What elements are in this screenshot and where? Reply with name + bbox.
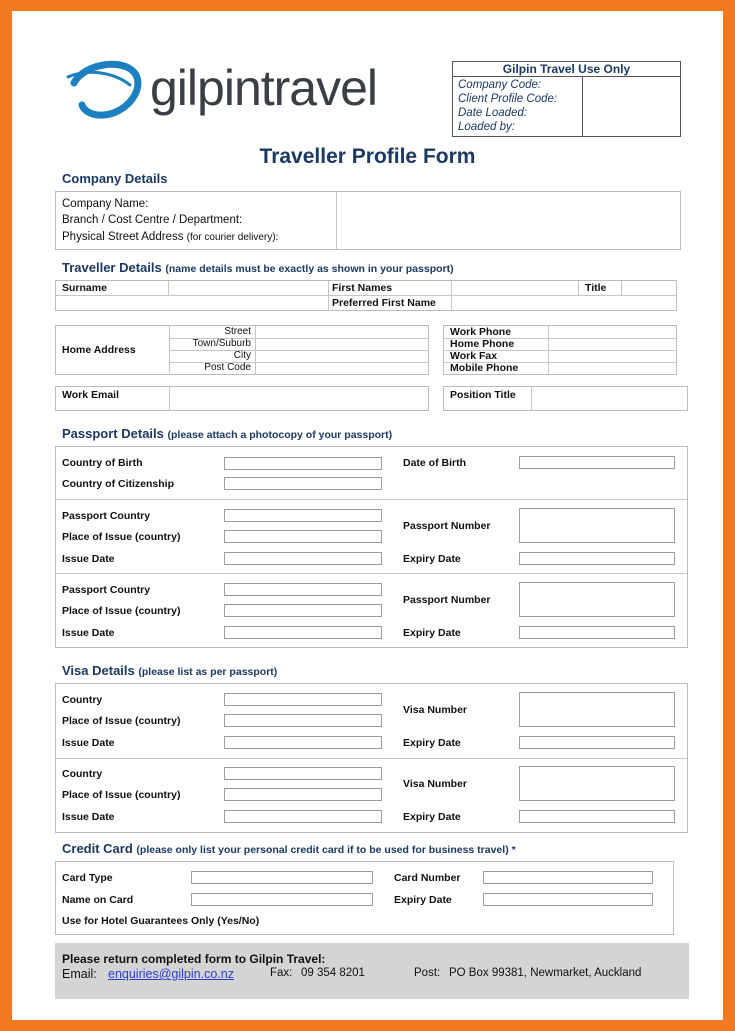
visa-expiry-input[interactable] [519,810,675,823]
visa-issue-input[interactable] [224,810,382,823]
expiry-date-input[interactable] [519,626,675,639]
suburb-label: Town/Suburb [192,338,251,349]
issue-date-input[interactable] [224,552,382,565]
form-page [12,11,723,1020]
office-use-box [452,61,681,137]
phone-box [443,325,677,375]
issue-date-input[interactable] [224,626,382,639]
passport-country-label: Passport Country [62,584,151,596]
visa-issue-label: Issue Date [62,737,115,749]
credit-heading: Credit Card (please only list your personal credit card if to be used for business travel) * [62,841,516,856]
credit-box [55,861,674,935]
visa-country-label: Country [62,694,103,706]
work-fax-label: Work Fax [450,350,498,362]
office-field: Company Code: [458,79,542,91]
card-expiry-label: Expiry Date [394,894,452,906]
card-expiry-input[interactable] [483,893,653,906]
visa-expiry-label: Expiry Date [403,811,461,823]
visa-number-label: Visa Number [403,704,467,716]
place-of-issue-input[interactable] [224,604,382,617]
work-phone-label: Work Phone [450,326,512,338]
visa-box [55,683,688,833]
city-label: City [233,350,251,361]
visa-country-label: Country [62,768,103,780]
home-address-label: Home Address [62,344,136,356]
expiry-date-label: Expiry Date [403,627,461,639]
email-link[interactable]: enquiries@gilpin.co.nz [108,967,234,981]
issue-date-label: Issue Date [62,627,115,639]
logo-text: gilpintravel [150,60,378,116]
passport-number-input[interactable] [519,582,675,617]
hotel-guarantee-label: Use for Hotel Guarantees Only (Yes/No) [62,915,260,927]
visa-place-label: Place of Issue (country) [62,789,181,801]
place-of-issue-label: Place of Issue (country) [62,531,181,543]
visa-number-input[interactable] [519,692,675,727]
surname-label: Surname [62,282,107,294]
place-of-issue-label: Place of Issue (country) [62,605,181,617]
passport-number-label: Passport Number [403,520,491,532]
form-title: Traveller Profile Form [259,145,476,168]
citizenship-input[interactable] [224,477,382,490]
post-label: Post: [414,967,441,979]
passport-number-label: Passport Number [403,594,491,606]
card-type-label: Card Type [62,872,113,884]
office-field: Date Loaded: [458,107,528,119]
swoosh-logo-icon [64,55,154,127]
country-of-birth-label: Country of Birth [62,457,143,469]
passport-box [55,446,688,648]
card-type-input[interactable] [191,871,373,884]
position-title-label: Position Title [450,389,516,401]
fax-label: Fax: [270,967,293,979]
passport-country-input[interactable] [224,509,382,522]
passport-number-input[interactable] [519,508,675,543]
branch-label: Branch / Cost Centre / Department: [62,214,243,226]
visa-number-input[interactable] [519,766,675,801]
visa-issue-label: Issue Date [62,811,115,823]
company-heading: Company Details [62,171,168,186]
visa-number-label: Visa Number [403,778,467,790]
visa-place-input[interactable] [224,788,382,801]
passport-heading: Passport Details (please attach a photocopy of your passport) [62,426,393,441]
postcode-label: Post Code [204,362,251,373]
visa-country-input[interactable] [224,693,382,706]
expiry-date-input[interactable] [519,552,675,565]
visa-expiry-label: Expiry Date [403,737,461,749]
name-on-card-label: Name on Card [62,894,134,906]
email-label: Email: [62,967,97,981]
work-email-box [55,386,429,411]
fax-value: 09 354 8201 [301,967,365,979]
passport-country-label: Passport Country [62,510,151,522]
office-field: Client Profile Code: [458,93,558,105]
visa-heading: Visa Details (please list as per passport) [62,663,278,678]
date-of-birth-label: Date of Birth [403,457,466,469]
traveller-heading: Traveller Details (name details must be exactly as shown in your passport) [62,260,454,275]
mobile-phone-label: Mobile Phone [450,362,519,374]
company-box [55,191,681,250]
visa-place-input[interactable] [224,714,382,727]
place-of-issue-input[interactable] [224,530,382,543]
expiry-date-label: Expiry Date [403,553,461,565]
home-address-box [55,325,429,375]
return-text: Please return completed form to Gilpin Travel: [62,952,326,966]
name-on-card-input[interactable] [191,893,373,906]
preferred-name-label: Preferred First Name [332,297,436,309]
citizenship-label: Country of Citizenship [62,478,174,490]
company-name-label: Company Name: [62,198,149,210]
logo [64,55,404,127]
name-grid [55,280,677,311]
title-label: Title [585,282,607,294]
passport-country-input[interactable] [224,583,382,596]
street-label: Street [224,326,251,337]
visa-expiry-input[interactable] [519,736,675,749]
position-box [443,386,688,411]
visa-country-input[interactable] [224,767,382,780]
first-names-label: First Names [332,282,393,294]
card-number-label: Card Number [394,872,461,884]
post-value: PO Box 99381, Newmarket, Auckland [449,967,642,979]
card-number-input[interactable] [483,871,653,884]
country-of-birth-input[interactable] [224,457,382,470]
visa-place-label: Place of Issue (country) [62,715,181,727]
office-use-title: Gilpin Travel Use Only [453,62,680,77]
issue-date-label: Issue Date [62,553,115,565]
office-field: Loaded by: [458,121,515,133]
footer-panel [55,943,689,999]
home-phone-label: Home Phone [450,338,515,350]
address-label: Physical Street Address (for courier delivery): [62,231,279,243]
visa-issue-input[interactable] [224,736,382,749]
date-of-birth-input[interactable] [519,456,675,469]
work-email-label: Work Email [62,389,119,401]
